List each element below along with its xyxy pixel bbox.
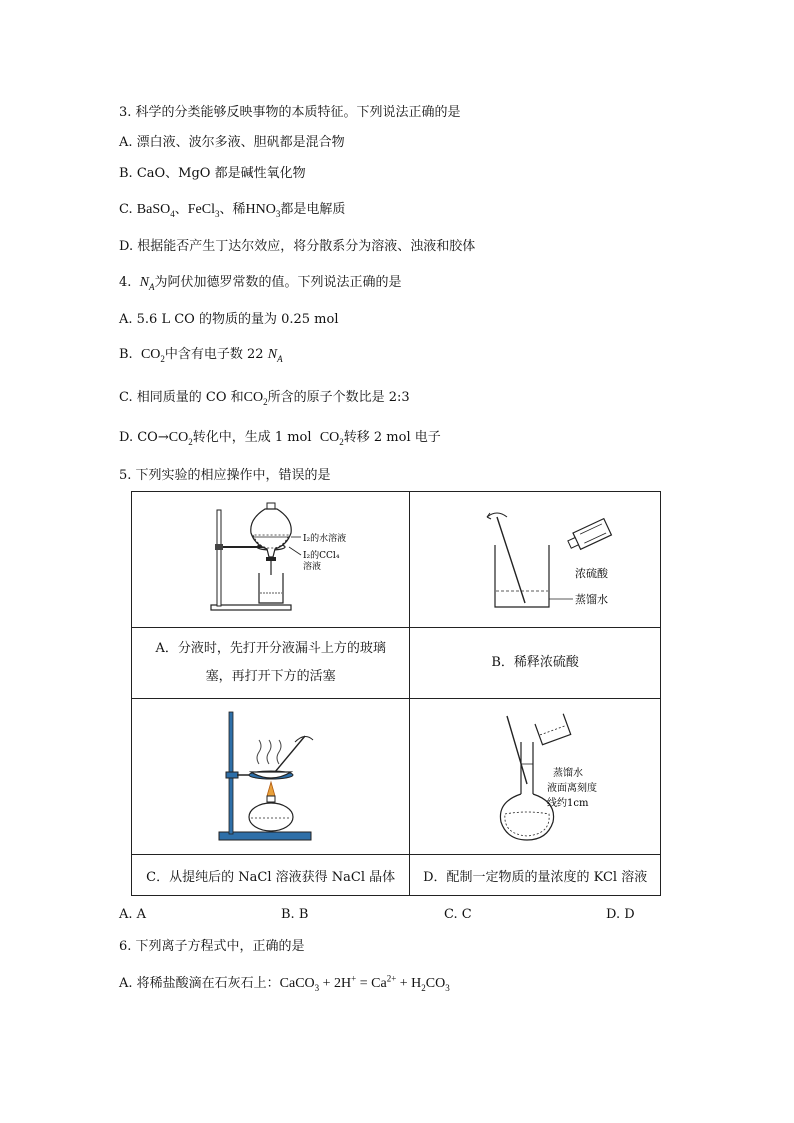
label-1cm-below-mark: 线约1cm — [547, 798, 589, 809]
label-distilled-water: 蒸馏水 — [575, 593, 609, 606]
na-symbol: $N_A$ — [139, 275, 155, 292]
figure-c-cell — [132, 699, 410, 855]
answer-a: A. A — [119, 907, 147, 922]
caption-b: B．稀释浓硫酸 — [410, 628, 661, 699]
q4-stem: 4. $N_A$为阿伏加德罗常数的值。下列说法正确的是 — [119, 275, 402, 292]
ionic-equation: CaCO$_3$ + $2H^+ = Ca^{2+} + H_2CO_3$ — [279, 973, 450, 993]
caption-d: D．配制一定物质的量浓度的 KCl 溶液 — [410, 855, 661, 896]
q3-option-b: B. CaO、MgO 都是碱性氧化物 — [119, 166, 306, 181]
label-i2-ccl4: I₂的CCl₄ — [302, 551, 340, 561]
dilution-figure — [435, 495, 635, 620]
q4-option-b: B. $CO_2$中含有电子数 22 $N_A$ — [119, 347, 283, 364]
formula-baso4: BaSO$_4$ — [136, 202, 175, 219]
label-i2-water: I₂的水溶液 — [302, 534, 346, 544]
separatory-funnel-figure — [171, 495, 371, 620]
label-solution: 溶液 — [302, 562, 321, 572]
q6-option-a: A. 将稀盐酸滴在石灰石上：CaCO$_3$ + $2H^+ = Ca^{2+} + H_2CO_3$ — [119, 973, 450, 993]
figure-d-cell — [410, 699, 661, 855]
q5-answer-options — [119, 907, 639, 925]
answer-c: C. C — [444, 907, 472, 922]
label-liquid-level: 液面离刻度 — [547, 783, 598, 794]
evaporation-figure — [171, 702, 371, 847]
option-letter: C. — [119, 202, 133, 217]
q4-option-a: A. 5.6 L CO 的物质的量为 0.25 mol — [119, 312, 339, 327]
figure-b-cell — [410, 492, 661, 628]
experiment-table — [131, 491, 661, 896]
formula-hno3: $HNO_3$ — [245, 202, 281, 219]
answer-d: D. D — [606, 907, 635, 922]
q6-stem: 6. 下列离子方程式中，正确的是 — [119, 939, 305, 954]
label-distilled-water-d: 蒸馏水 — [553, 768, 584, 779]
formula-fecl3: FeCl$_3$ — [187, 202, 220, 219]
label-conc-sulfuric-acid: 浓硫酸 — [575, 567, 609, 580]
volumetric-flask-figure — [435, 702, 635, 847]
answer-b: B. B — [281, 907, 309, 922]
q4-option-c: C. 相同质量的 CO 和$CO_2$所含的原子个数比是 2:3 — [119, 390, 410, 407]
q3-option-d: D. 根据能否产生丁达尔效应，将分散系分为溶液、浊液和胶体 — [119, 239, 476, 254]
q3-option-a: A. 漂白液、波尔多液、胆矾都是混合物 — [119, 135, 345, 150]
caption-a: A．分液时，先打开分液漏斗上方的玻璃 塞，再打开下方的活塞 — [132, 628, 410, 699]
caption-c: C．从提纯后的 NaCl 溶液获得 NaCl 晶体 — [132, 855, 410, 896]
q4-option-d: D. $CO\to CO_2$转化中，生成 1 mol $CO_2$转移 2 mol 电子 — [119, 430, 441, 447]
q3-option-c: C. BaSO$_4$、FeCl$_3$、稀$HNO_3$都是电解质 — [119, 202, 346, 219]
q3-stem: 3. 科学的分类能够反映事物的本质特征。下列说法正确的是 — [119, 105, 461, 120]
q5-stem: 5. 下列实验的相应操作中，错误的是 — [119, 468, 331, 483]
figure-a-cell — [132, 492, 410, 628]
